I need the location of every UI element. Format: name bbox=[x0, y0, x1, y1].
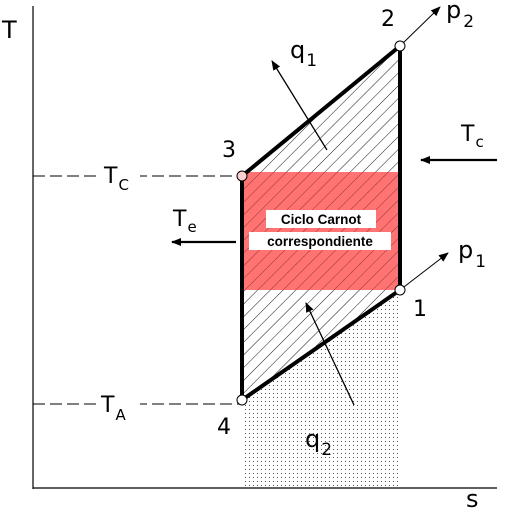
q1-label: $q_1$ bbox=[290, 36, 318, 71]
point-1-label: 1 bbox=[413, 297, 427, 322]
p1-line bbox=[400, 253, 448, 290]
point-2-label: 2 bbox=[381, 7, 395, 32]
carnot-label-line2: correspondiente bbox=[267, 234, 373, 249]
t-axis-label: T bbox=[2, 16, 17, 44]
carnot-rectangle-hatch bbox=[242, 172, 400, 290]
p1-label: p $_1$ bbox=[458, 236, 487, 272]
p2-label: p $_2$ bbox=[446, 0, 475, 32]
carnot-label-line1: Ciclo Carnot bbox=[280, 212, 362, 227]
point-1-marker bbox=[395, 285, 405, 295]
point-4-label: 4 bbox=[217, 415, 231, 440]
p2-line bbox=[400, 7, 440, 46]
point-3-label: 3 bbox=[222, 138, 236, 163]
tc-label: $T_C$ bbox=[104, 164, 129, 194]
tc-heat-source-label: $T_c$ bbox=[461, 122, 484, 151]
te-label: $T_e$ bbox=[173, 207, 197, 236]
point-4-marker bbox=[237, 395, 247, 405]
point-3-marker bbox=[237, 171, 247, 181]
q2-label: $q_2$ bbox=[305, 425, 333, 460]
point-2-marker bbox=[395, 41, 405, 51]
ta-label: $T_A$ bbox=[101, 393, 126, 424]
s-axis-label: s bbox=[466, 485, 479, 509]
